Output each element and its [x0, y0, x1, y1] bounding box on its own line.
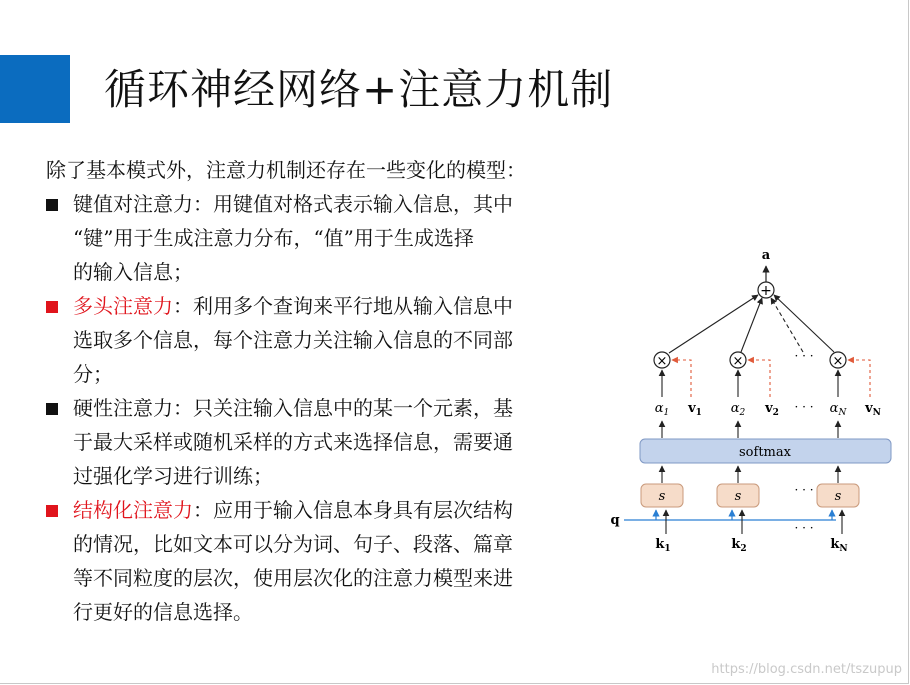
bullet-square-icon	[46, 505, 58, 517]
watermark: https://blog.csdn.net/tszupup	[711, 662, 902, 677]
bullet-line: 于最大采样或随机采样的方式来选择信息，需要通	[73, 430, 513, 454]
alpha-label-2: $\alpha_2$	[730, 401, 746, 418]
bullet-line: 的输入信息；	[73, 260, 193, 284]
bullet-line	[73, 493, 593, 527]
title-accent-bar	[0, 55, 70, 123]
merge-arrow-dashed	[771, 298, 803, 352]
intro-text: 除了基本模式外，注意力机制还存在一些变化的模型：	[46, 158, 526, 182]
value-label-2: $v_2$	[765, 401, 779, 418]
score-label: s	[658, 489, 666, 504]
bullet-line: “键”用于生成注意力分布，“值”用于生成选择	[73, 226, 474, 250]
mult-symbol: ×	[732, 354, 744, 369]
score-label: s	[734, 489, 742, 504]
bullet-line: 等不同粒度的层次，使用层次化的注意力模型来进	[73, 566, 513, 590]
alpha-label-1: $\alpha_1$	[654, 401, 670, 418]
alpha-label-n: $\alpha_N$	[829, 401, 847, 418]
ellipsis-mult: · · ·	[794, 349, 814, 363]
key-label-n: $k_N$	[830, 537, 848, 554]
bullet-structured	[46, 493, 593, 629]
bullet-line-rest: ：应用于输入信息本身具有层次结构	[193, 498, 513, 522]
mult-node-1	[654, 352, 670, 369]
value-arrow-2	[748, 360, 770, 397]
mult-node-n	[830, 352, 846, 369]
merge-arrow-n	[774, 295, 834, 352]
softmax-label: softmax	[739, 445, 791, 460]
sum-symbol: +	[760, 283, 772, 299]
merge-arrow-2	[741, 298, 762, 352]
mult-symbol: ×	[832, 354, 844, 369]
bullet-line: 行更好的信息选择。	[73, 600, 253, 624]
bullet-line-rest: ：利用多个查询来平行地从输入信息中	[173, 294, 513, 318]
key-label-1: $k_1$	[655, 537, 671, 554]
query-label: q	[610, 513, 620, 528]
mult-symbol: ×	[656, 354, 668, 369]
key-label-2: $k_2$	[731, 537, 747, 554]
bullet-list	[46, 187, 606, 629]
slide-title: 循环神经网络+注意力机制	[104, 65, 614, 114]
ellipsis-key: · · ·	[794, 521, 814, 535]
bullet-line: 过强化学习进行训练；	[73, 464, 273, 488]
ellipsis-alpha: · · ·	[794, 400, 814, 414]
bullet-line: 分；	[73, 362, 113, 386]
bullet-key-value	[46, 187, 593, 289]
bullet-square-icon	[46, 403, 58, 415]
mult-node-2	[730, 352, 746, 369]
bullet-line: 的情况，比如文本可以分为词、句子、段落、篇章	[73, 532, 513, 556]
merge-arrow-1	[669, 295, 758, 353]
bullet-highlight: 结构化注意力	[73, 498, 193, 522]
bullet-square-icon	[46, 199, 58, 211]
bullet-square-icon	[46, 301, 58, 313]
bullet-line: 选取多个信息，每个注意力关注输入信息的不同部	[73, 328, 513, 352]
value-arrow-1	[672, 360, 691, 397]
attention-diagram	[608, 240, 898, 560]
bullet-hard	[46, 391, 593, 493]
bullet-highlight: 多头注意力	[73, 294, 173, 318]
score-label: s	[834, 489, 842, 504]
bullet-multi-head	[46, 289, 593, 391]
bullet-line: 硬性注意力：只关注输入信息中的某一个元素，基	[73, 396, 513, 420]
value-arrow-n	[848, 360, 870, 397]
bullet-line	[73, 289, 593, 323]
value-label-n: $v_N$	[865, 401, 881, 418]
output-label: a	[761, 248, 771, 263]
value-label-1: $v_1$	[688, 401, 702, 418]
bullet-line: 键值对注意力：用键值对格式表示输入信息，其中	[73, 192, 513, 216]
ellipsis-score: · · ·	[794, 483, 814, 497]
